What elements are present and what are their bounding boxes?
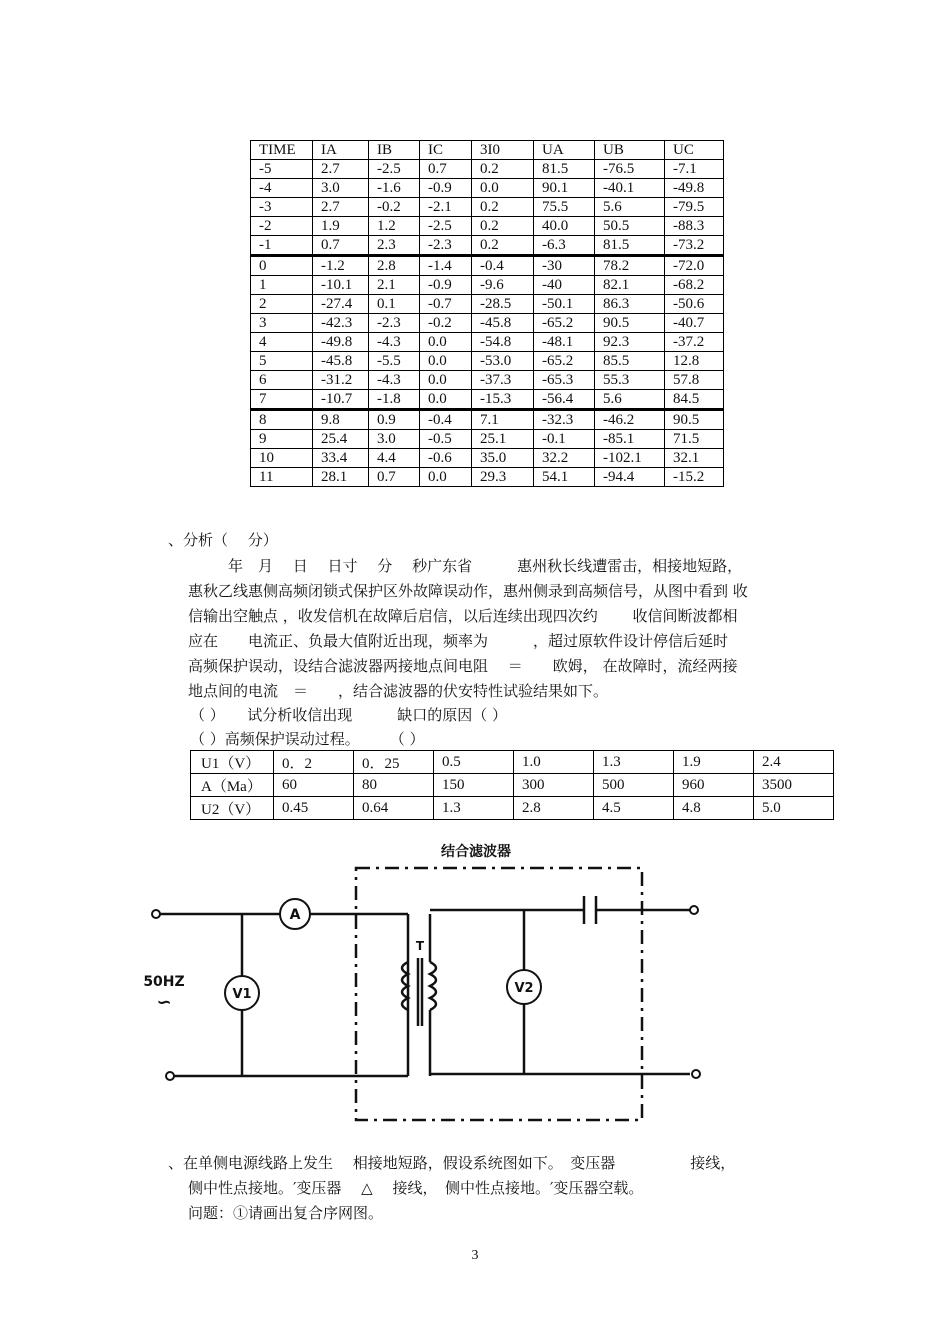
table-cell: -10.7 bbox=[313, 390, 369, 410]
table-cell: -31.2 bbox=[313, 371, 369, 390]
table-cell: 4.8 bbox=[674, 797, 754, 820]
transformer-label: T bbox=[415, 939, 425, 953]
source-frequency-label: 50HZ bbox=[143, 974, 185, 990]
filter-boundary bbox=[356, 868, 642, 1120]
table-row bbox=[251, 449, 724, 468]
analysis-line-5: 高频保护误动，设结合滤波器两接地点间电阻 ＝ 欧姆， 在故障时，流经两接 bbox=[188, 657, 738, 675]
column-header: TIME bbox=[251, 141, 313, 160]
table-cell: -45.8 bbox=[313, 352, 369, 371]
table-cell: -1 bbox=[251, 236, 313, 256]
table-cell: -68.2 bbox=[665, 276, 724, 295]
table-cell: -40.7 bbox=[665, 314, 724, 333]
table-cell: 1 bbox=[251, 276, 313, 295]
table-row bbox=[251, 217, 724, 236]
table-header-row bbox=[251, 141, 724, 160]
table-cell: 0.0 bbox=[420, 371, 472, 390]
table-cell: -3 bbox=[251, 198, 313, 217]
table-cell: 50.5 bbox=[595, 217, 665, 236]
fault-question-line-1: 、在单侧电源线路上发生 相接地短路，假设系统图如下。 变压器 接线， bbox=[168, 1154, 736, 1172]
page-number: 3 bbox=[471, 1248, 479, 1263]
table-cell: -30 bbox=[534, 256, 595, 276]
table-cell: -85.1 bbox=[595, 430, 665, 449]
column-header: IA bbox=[313, 141, 369, 160]
table-cell: 10 bbox=[251, 449, 313, 468]
vi-table-row bbox=[191, 751, 834, 774]
table-cell: 1.3 bbox=[434, 797, 514, 820]
output-terminal-bottom bbox=[692, 1070, 700, 1078]
column-header: UB bbox=[595, 141, 665, 160]
table-cell: -50.6 bbox=[665, 295, 724, 314]
table-row bbox=[251, 198, 724, 217]
table-cell: 0.1 bbox=[369, 295, 420, 314]
table-cell: 84.5 bbox=[665, 390, 724, 410]
table-cell: 2.7 bbox=[313, 198, 369, 217]
table-cell: 81.5 bbox=[595, 236, 665, 256]
table-cell: -72.0 bbox=[665, 256, 724, 276]
table-cell: -4 bbox=[251, 179, 313, 198]
table-cell: -0.2 bbox=[369, 198, 420, 217]
table-cell: 12.8 bbox=[665, 352, 724, 371]
v1-label: V1 bbox=[232, 987, 252, 1002]
table-cell: -2.3 bbox=[369, 314, 420, 333]
table-cell: 90.5 bbox=[595, 314, 665, 333]
table-cell: 0.7 bbox=[313, 236, 369, 256]
table-cell: 7.1 bbox=[472, 410, 534, 430]
fault-question-line-2: 侧中性点接地。′变压器 △ 接线， 侧中性点接地。′变压器空载。 bbox=[188, 1179, 644, 1197]
table-cell: 4 bbox=[251, 333, 313, 352]
table-cell: -65.2 bbox=[534, 314, 595, 333]
table-cell: -65.3 bbox=[534, 371, 595, 390]
table-cell: -40 bbox=[534, 276, 595, 295]
table-cell: 28.1 bbox=[313, 468, 369, 487]
table-cell: 1.0 bbox=[514, 751, 594, 774]
table-cell: -1.8 bbox=[369, 390, 420, 410]
table-cell: 71.5 bbox=[665, 430, 724, 449]
table-cell: 81.5 bbox=[534, 160, 595, 179]
row-header: U1（V） bbox=[191, 751, 274, 774]
column-header: UA bbox=[534, 141, 595, 160]
table-cell: 57.8 bbox=[665, 371, 724, 390]
table-cell: 4.4 bbox=[369, 449, 420, 468]
row-header: U2（V） bbox=[191, 797, 274, 820]
table-cell: -42.3 bbox=[313, 314, 369, 333]
table-cell: 960 bbox=[674, 774, 754, 797]
vi-table-row bbox=[191, 774, 834, 797]
table-cell: 25.1 bbox=[472, 430, 534, 449]
table-cell: 3.0 bbox=[369, 430, 420, 449]
table-cell: 25.4 bbox=[313, 430, 369, 449]
table-cell: 4.5 bbox=[594, 797, 674, 820]
fault-record-table bbox=[250, 140, 724, 487]
table-cell: 35.0 bbox=[472, 449, 534, 468]
table-row bbox=[251, 256, 724, 276]
ammeter-label: A bbox=[289, 907, 301, 923]
table-row bbox=[251, 179, 724, 198]
table-cell: 3.0 bbox=[313, 179, 369, 198]
table-cell: -0.5 bbox=[420, 430, 472, 449]
table-cell: -37.2 bbox=[665, 333, 724, 352]
table-cell: 11 bbox=[251, 468, 313, 487]
table-cell: 0.5 bbox=[434, 751, 514, 774]
table-row bbox=[251, 430, 724, 449]
table-cell: -0.4 bbox=[472, 256, 534, 276]
table-row bbox=[251, 236, 724, 256]
table-cell: -4.3 bbox=[369, 333, 420, 352]
table-cell: 2.4 bbox=[754, 751, 834, 774]
table-cell: -28.5 bbox=[472, 295, 534, 314]
table-cell: 1.9 bbox=[674, 751, 754, 774]
table-cell: -88.3 bbox=[665, 217, 724, 236]
table-cell: 3500 bbox=[754, 774, 834, 797]
table-row bbox=[251, 390, 724, 410]
table-cell: 8 bbox=[251, 410, 313, 430]
coupling-filter-circuit bbox=[130, 830, 730, 1130]
table-cell: -1.6 bbox=[369, 179, 420, 198]
table-cell: 0.0 bbox=[420, 468, 472, 487]
table-cell: -65.2 bbox=[534, 352, 595, 371]
table-cell: -73.2 bbox=[665, 236, 724, 256]
table-cell: 1.9 bbox=[313, 217, 369, 236]
table-row bbox=[251, 160, 724, 179]
table-cell: 32.2 bbox=[534, 449, 595, 468]
table-cell: -2 bbox=[251, 217, 313, 236]
table-cell: 40.0 bbox=[534, 217, 595, 236]
table-cell: -0.9 bbox=[420, 179, 472, 198]
table-row bbox=[251, 371, 724, 390]
table-cell: -45.8 bbox=[472, 314, 534, 333]
table-cell: -1.4 bbox=[420, 256, 472, 276]
table-cell: -54.8 bbox=[472, 333, 534, 352]
table-cell: 1.3 bbox=[594, 751, 674, 774]
table-cell: -53.0 bbox=[472, 352, 534, 371]
fault-question-line-3: 问题：①请画出复合序网图。 bbox=[188, 1204, 384, 1222]
table-cell: 0.2 bbox=[472, 217, 534, 236]
table-cell: 6 bbox=[251, 371, 313, 390]
table-cell: -2.3 bbox=[420, 236, 472, 256]
table-cell: 150 bbox=[434, 774, 514, 797]
analysis-line-6: 地点间的电流 ＝ ，结合滤波器的伏安特性试验结果如下。 bbox=[188, 682, 609, 700]
table-cell: -0.4 bbox=[420, 410, 472, 430]
table-cell: -0.6 bbox=[420, 449, 472, 468]
table-cell: 2.1 bbox=[369, 276, 420, 295]
table-cell: 0.9 bbox=[369, 410, 420, 430]
table-row bbox=[251, 468, 724, 487]
filter-vi-table bbox=[190, 750, 834, 820]
analysis-line-3: 信输出空触点 ，收发信机在故障后启信，以后连续出现四次约 收信间断波都相 bbox=[188, 607, 738, 625]
table-cell: 0.7 bbox=[369, 468, 420, 487]
table-cell: 0.64 bbox=[354, 797, 434, 820]
table-cell: 54.1 bbox=[534, 468, 595, 487]
column-header: 3I0 bbox=[472, 141, 534, 160]
table-cell: 32.1 bbox=[665, 449, 724, 468]
table-cell: -32.3 bbox=[534, 410, 595, 430]
table-cell: 0.2 bbox=[472, 160, 534, 179]
table-cell: -5 bbox=[251, 160, 313, 179]
table-cell: 5.6 bbox=[595, 198, 665, 217]
table-cell: 2.8 bbox=[369, 256, 420, 276]
table-cell: -15.3 bbox=[472, 390, 534, 410]
table-cell: -15.2 bbox=[665, 468, 724, 487]
table-cell: -46.2 bbox=[595, 410, 665, 430]
table-cell: 5.6 bbox=[595, 390, 665, 410]
table-row bbox=[251, 314, 724, 333]
table-cell: -40.1 bbox=[595, 179, 665, 198]
table-cell: 2.7 bbox=[313, 160, 369, 179]
table-cell: -2.1 bbox=[420, 198, 472, 217]
table-cell: 2 bbox=[251, 295, 313, 314]
table-row bbox=[251, 276, 724, 295]
table-cell: 500 bbox=[594, 774, 674, 797]
table-cell: -7.1 bbox=[665, 160, 724, 179]
table-cell: 7 bbox=[251, 390, 313, 410]
table-cell: -37.3 bbox=[472, 371, 534, 390]
table-cell: 0 bbox=[251, 256, 313, 276]
table-cell: -1.2 bbox=[313, 256, 369, 276]
secondary-coil bbox=[430, 962, 436, 1010]
table-cell: -49.8 bbox=[665, 179, 724, 198]
table-cell: -79.5 bbox=[665, 198, 724, 217]
table-cell: 0.2 bbox=[472, 198, 534, 217]
table-cell: 0.0 bbox=[420, 390, 472, 410]
table-cell: 0．25 bbox=[354, 751, 434, 774]
table-cell: -0.2 bbox=[420, 314, 472, 333]
table-cell: 2.8 bbox=[514, 797, 594, 820]
table-cell: 5 bbox=[251, 352, 313, 371]
vi-table-row bbox=[191, 797, 834, 820]
column-header: IC bbox=[420, 141, 472, 160]
table-cell: -0.7 bbox=[420, 295, 472, 314]
table-cell: 33.4 bbox=[313, 449, 369, 468]
row-header: A（Ma） bbox=[191, 774, 274, 797]
table-cell: 92.3 bbox=[595, 333, 665, 352]
table-cell: 90.1 bbox=[534, 179, 595, 198]
table-cell: -102.1 bbox=[595, 449, 665, 468]
table-cell: -2.5 bbox=[369, 160, 420, 179]
filter-title: 结合滤波器 bbox=[441, 844, 511, 860]
table-cell: -10.1 bbox=[313, 276, 369, 295]
table-cell: -50.1 bbox=[534, 295, 595, 314]
table-cell: 90.5 bbox=[665, 410, 724, 430]
table-cell: 78.2 bbox=[595, 256, 665, 276]
input-terminal-top bbox=[152, 910, 160, 918]
column-header: UC bbox=[665, 141, 724, 160]
table-cell: -76.5 bbox=[595, 160, 665, 179]
table-cell: -2.5 bbox=[420, 217, 472, 236]
table-cell: -56.4 bbox=[534, 390, 595, 410]
table-cell: 0.45 bbox=[274, 797, 354, 820]
table-cell: -4.3 bbox=[369, 371, 420, 390]
table-cell: 0.0 bbox=[472, 179, 534, 198]
table-cell: 86.3 bbox=[595, 295, 665, 314]
table-cell: -0.9 bbox=[420, 276, 472, 295]
table-cell: 9.8 bbox=[313, 410, 369, 430]
output-terminal-top bbox=[690, 906, 698, 914]
table-cell: -0.1 bbox=[534, 430, 595, 449]
table-cell: 29.3 bbox=[472, 468, 534, 487]
input-terminal-bottom bbox=[166, 1072, 174, 1080]
table-cell: 9 bbox=[251, 430, 313, 449]
table-cell: 75.5 bbox=[534, 198, 595, 217]
table-cell: 60 bbox=[274, 774, 354, 797]
analysis-line-4: 应在 电流正、负最大值附近出现，频率为 ，超过原软件设计停信后延时 bbox=[188, 632, 729, 650]
v2-label: V2 bbox=[514, 981, 534, 996]
table-cell: 85.5 bbox=[595, 352, 665, 371]
analysis-line-2: 惠秋乙线惠侧高频闭锁式保护区外故障误动作，惠州侧录到高频信号，从图中看到 收 bbox=[188, 582, 748, 600]
table-cell: 55.3 bbox=[595, 371, 665, 390]
table-cell: 300 bbox=[514, 774, 594, 797]
table-cell: -48.1 bbox=[534, 333, 595, 352]
table-cell: 0．2 bbox=[274, 751, 354, 774]
table-cell: 0.2 bbox=[472, 236, 534, 256]
table-cell: -94.4 bbox=[595, 468, 665, 487]
table-cell: 82.1 bbox=[595, 276, 665, 295]
table-cell: 0.0 bbox=[420, 333, 472, 352]
question-2: （ ）高频保护误动过程。 （ ） bbox=[190, 730, 425, 748]
table-cell: -27.4 bbox=[313, 295, 369, 314]
table-cell: 3 bbox=[251, 314, 313, 333]
table-cell: 80 bbox=[354, 774, 434, 797]
table-cell: 2.3 bbox=[369, 236, 420, 256]
column-header: IB bbox=[369, 141, 420, 160]
table-cell: 0.0 bbox=[420, 352, 472, 371]
table-row bbox=[251, 352, 724, 371]
table-cell: 0.7 bbox=[420, 160, 472, 179]
analysis-heading: 、分析（ 分） bbox=[168, 531, 278, 549]
table-row bbox=[251, 295, 724, 314]
table-cell: -49.8 bbox=[313, 333, 369, 352]
table-cell: 5.0 bbox=[754, 797, 834, 820]
question-1: （ ） 试分析收信出现 缺口的原因（ ） bbox=[190, 706, 508, 724]
table-cell: -5.5 bbox=[369, 352, 420, 371]
table-cell: -6.3 bbox=[534, 236, 595, 256]
table-row bbox=[251, 410, 724, 430]
analysis-line-1: 年 月 日 日寸 分 秒广东省 惠州秋长线遭雷击，相接地短路， bbox=[228, 557, 743, 575]
table-cell: 1.2 bbox=[369, 217, 420, 236]
ac-source-symbol: ∽ bbox=[156, 992, 172, 1013]
table-cell: -9.6 bbox=[472, 276, 534, 295]
table-row bbox=[251, 333, 724, 352]
